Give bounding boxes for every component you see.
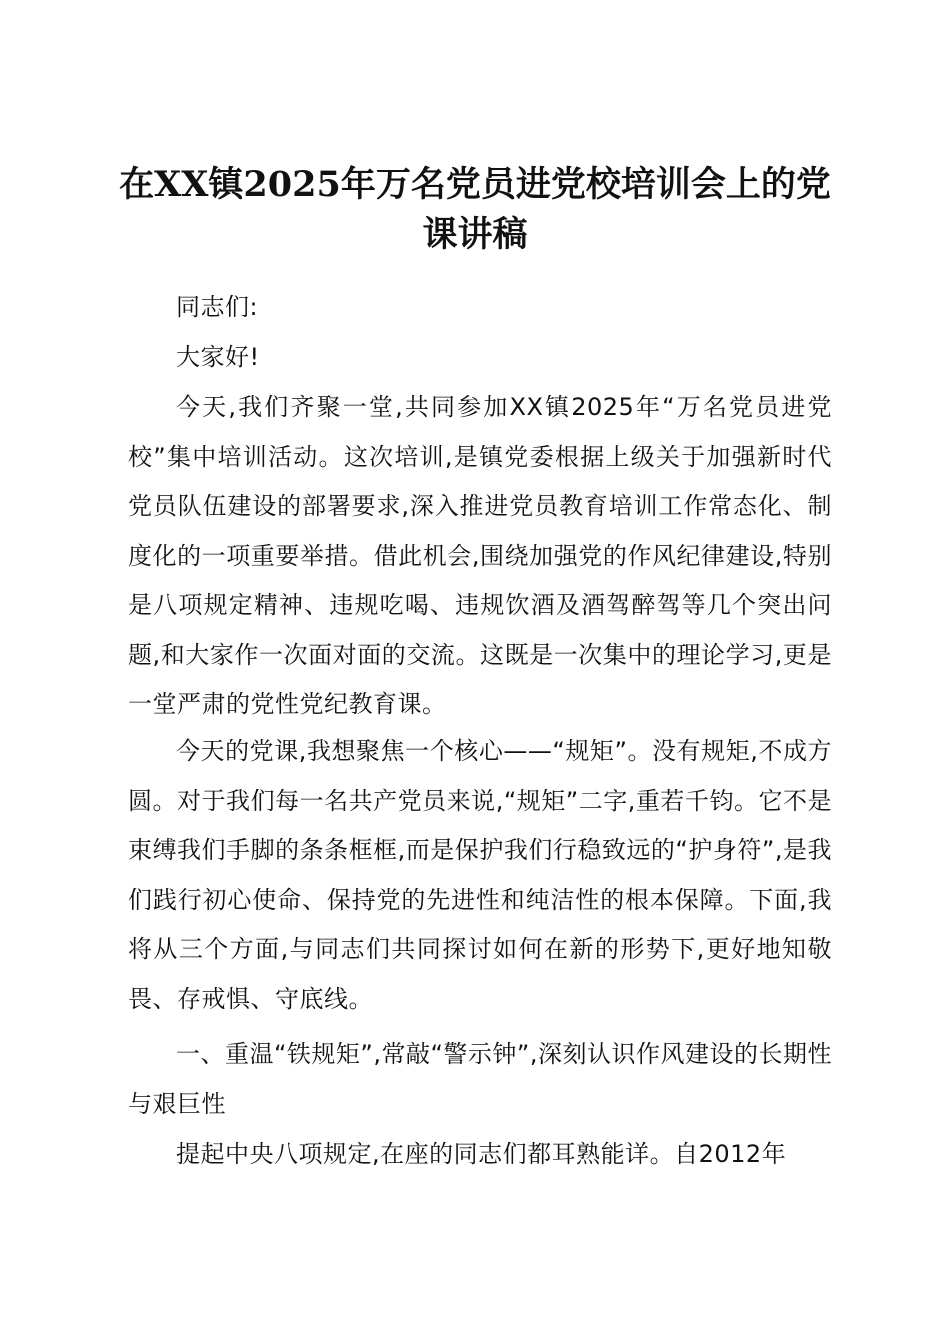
salutation: 同志们: [176,293,259,321]
paragraph-section-one-start: 提起中央八项规定,在座的同志们都耳熟能详。自2012年 [176,1140,787,1168]
paragraph-core-theme: 今天的党课,我想聚焦一个核心——“规矩”。没有规矩,不成方圆。对于我们每一名共产党员来说,“规矩”二字,重若千钧。它不是束缚我们手脚的条条框框,而是保护我们行稳致远的“护身符”,是我们践行初心使命、保持党的先进性和纯洁性的根本保障。下面,我将从三个方面,与同志们共同探讨如何在新的形势下,更好地知敬畏、存戒惧、守底线。 [128,737,832,1013]
document-title: 在XX镇2025年万名党员进党校培训会上的党课讲稿 [119,164,831,255]
section-heading-one: 一、重温“铁规矩”,常敲“警示钟”,深刻认识作风建设的长期性与艰巨性 [128,1040,832,1118]
paragraph-intro: 今天,我们齐聚一堂,共同参加XX镇2025年“万名党员进党校”集中培训活动。这次培训,是镇党委根据上级关于加强新时代党员队伍建设的部署要求,深入推进党员教育培训工作常态化、制度化的一项重要举措。借此机会,围绕加强党的作风纪律建设,特别是八项规定精神、违规吃喝、违规饮酒及酒驾醉驾等几个突出问题,和大家作一次面对面的交流。这既是一次集中的理论学习,更是一堂严肃的党性党纪教育课。 [128,393,832,718]
greeting: 大家好! [176,343,260,371]
